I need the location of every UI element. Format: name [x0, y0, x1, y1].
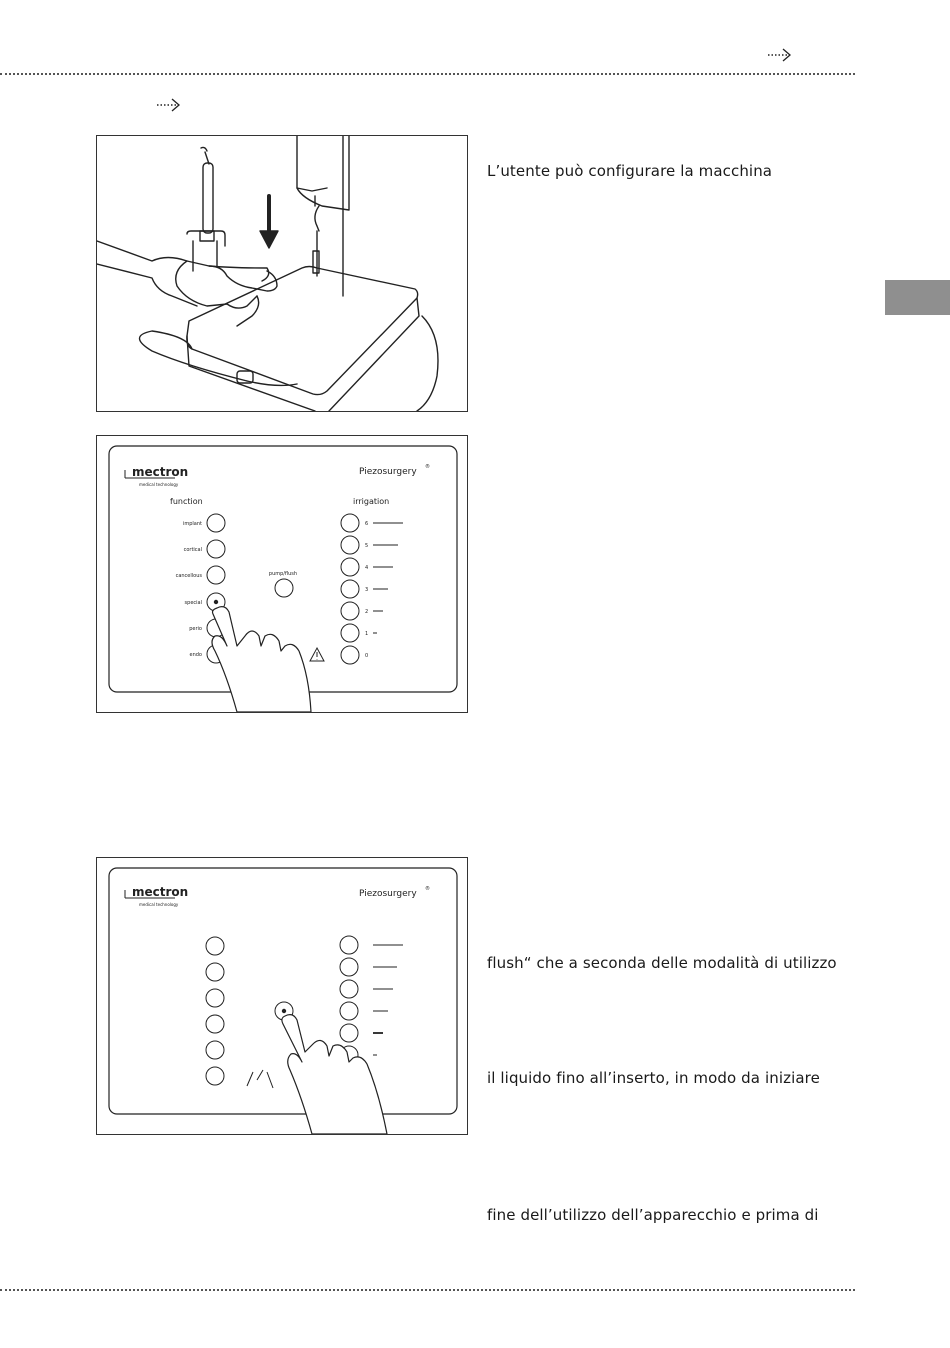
brand-sub-text: medical technology — [139, 902, 179, 907]
irrigation-button[interactable] — [340, 936, 358, 954]
foot-pedal-illustration — [97, 136, 467, 411]
product-text: Piezosurgery — [359, 889, 417, 899]
tool-tip-icon — [247, 1070, 273, 1088]
function-label: endo — [189, 652, 202, 658]
function-button[interactable] — [206, 1041, 224, 1059]
irrigation-heading: irrigation — [353, 497, 390, 506]
function-label: implant — [182, 521, 202, 527]
function-label: cortical — [183, 547, 202, 553]
irrigation-button[interactable] — [340, 1002, 358, 1020]
function-buttons — [206, 937, 224, 1085]
function-button-cortical[interactable] — [207, 540, 225, 558]
irrigation-level: 0 — [365, 653, 369, 659]
irrigation-level: 4 — [365, 565, 369, 571]
irrigation-button[interactable] — [341, 580, 359, 598]
product-mark: ® — [425, 886, 430, 892]
brand-text: mectron — [132, 885, 189, 899]
chapter-tab — [885, 280, 950, 315]
irrigation-button[interactable] — [340, 980, 358, 998]
pointing-hand-icon — [282, 1015, 387, 1134]
header-dotted-rule — [0, 73, 855, 75]
irrigation-button[interactable] — [341, 558, 359, 576]
function-button[interactable] — [206, 1015, 224, 1033]
pump-active-dot — [282, 1009, 286, 1013]
figure-control-panel-pump — [96, 857, 468, 1135]
irrigation-button[interactable] — [341, 602, 359, 620]
pointing-hand-icon — [212, 607, 311, 712]
function-button-cancellous[interactable] — [207, 566, 225, 584]
irrigation-level: 1 — [365, 631, 369, 637]
irrigation-level: 6 — [365, 521, 369, 527]
irrigation-buttons — [341, 514, 403, 664]
irrigation-button[interactable] — [340, 958, 358, 976]
irrigation-button[interactable] — [341, 536, 359, 554]
paragraph-line: flush“ che a seconda delle modalità di utilizzo — [487, 954, 837, 972]
function-heading: function — [170, 497, 203, 506]
product-text: Piezosurgery — [359, 467, 417, 477]
figure-foot-pedal — [96, 135, 468, 412]
irrigation-button[interactable] — [340, 1024, 358, 1042]
function-button[interactable] — [206, 963, 224, 981]
function-label: special — [184, 600, 202, 606]
figure-control-panel-function — [96, 435, 468, 713]
footer-dotted-rule — [0, 1289, 855, 1291]
function-label: cancellous — [175, 573, 202, 579]
irrigation-button[interactable] — [341, 624, 359, 642]
selected-indicator-dot — [214, 600, 218, 604]
control-panel-illustration — [97, 858, 467, 1134]
paragraph-line: il liquido fino all’inserto, in modo da iniziare — [487, 1069, 820, 1087]
irrigation-button[interactable] — [341, 646, 359, 664]
function-label: perio — [189, 626, 202, 632]
brand-sub-text: medical technology — [139, 482, 179, 487]
function-button-implant[interactable] — [207, 514, 225, 532]
irrigation-button[interactable] — [341, 514, 359, 532]
paragraph-line: fine dell’utilizzo dell’apparecchio e prima di — [487, 1206, 819, 1224]
function-button[interactable] — [206, 937, 224, 955]
irrigation-buttons — [340, 936, 403, 1064]
irrigation-level: 3 — [365, 587, 369, 593]
control-panel-illustration — [97, 436, 467, 712]
brand-text: mectron — [132, 465, 189, 479]
function-button[interactable] — [206, 1067, 224, 1085]
irrigation-level: 2 — [365, 609, 369, 615]
section-arrow-icon — [156, 96, 184, 114]
irrigation-level: 5 — [365, 543, 369, 549]
paragraph-line: L’utente può configurare la macchina — [487, 162, 773, 180]
pump-flush-button[interactable] — [275, 579, 293, 597]
product-mark: ® — [425, 464, 430, 470]
next-page-arrow-icon — [767, 46, 795, 64]
warning-icon — [310, 648, 324, 661]
pump-label: pump/flush — [268, 571, 298, 577]
function-button[interactable] — [206, 989, 224, 1007]
